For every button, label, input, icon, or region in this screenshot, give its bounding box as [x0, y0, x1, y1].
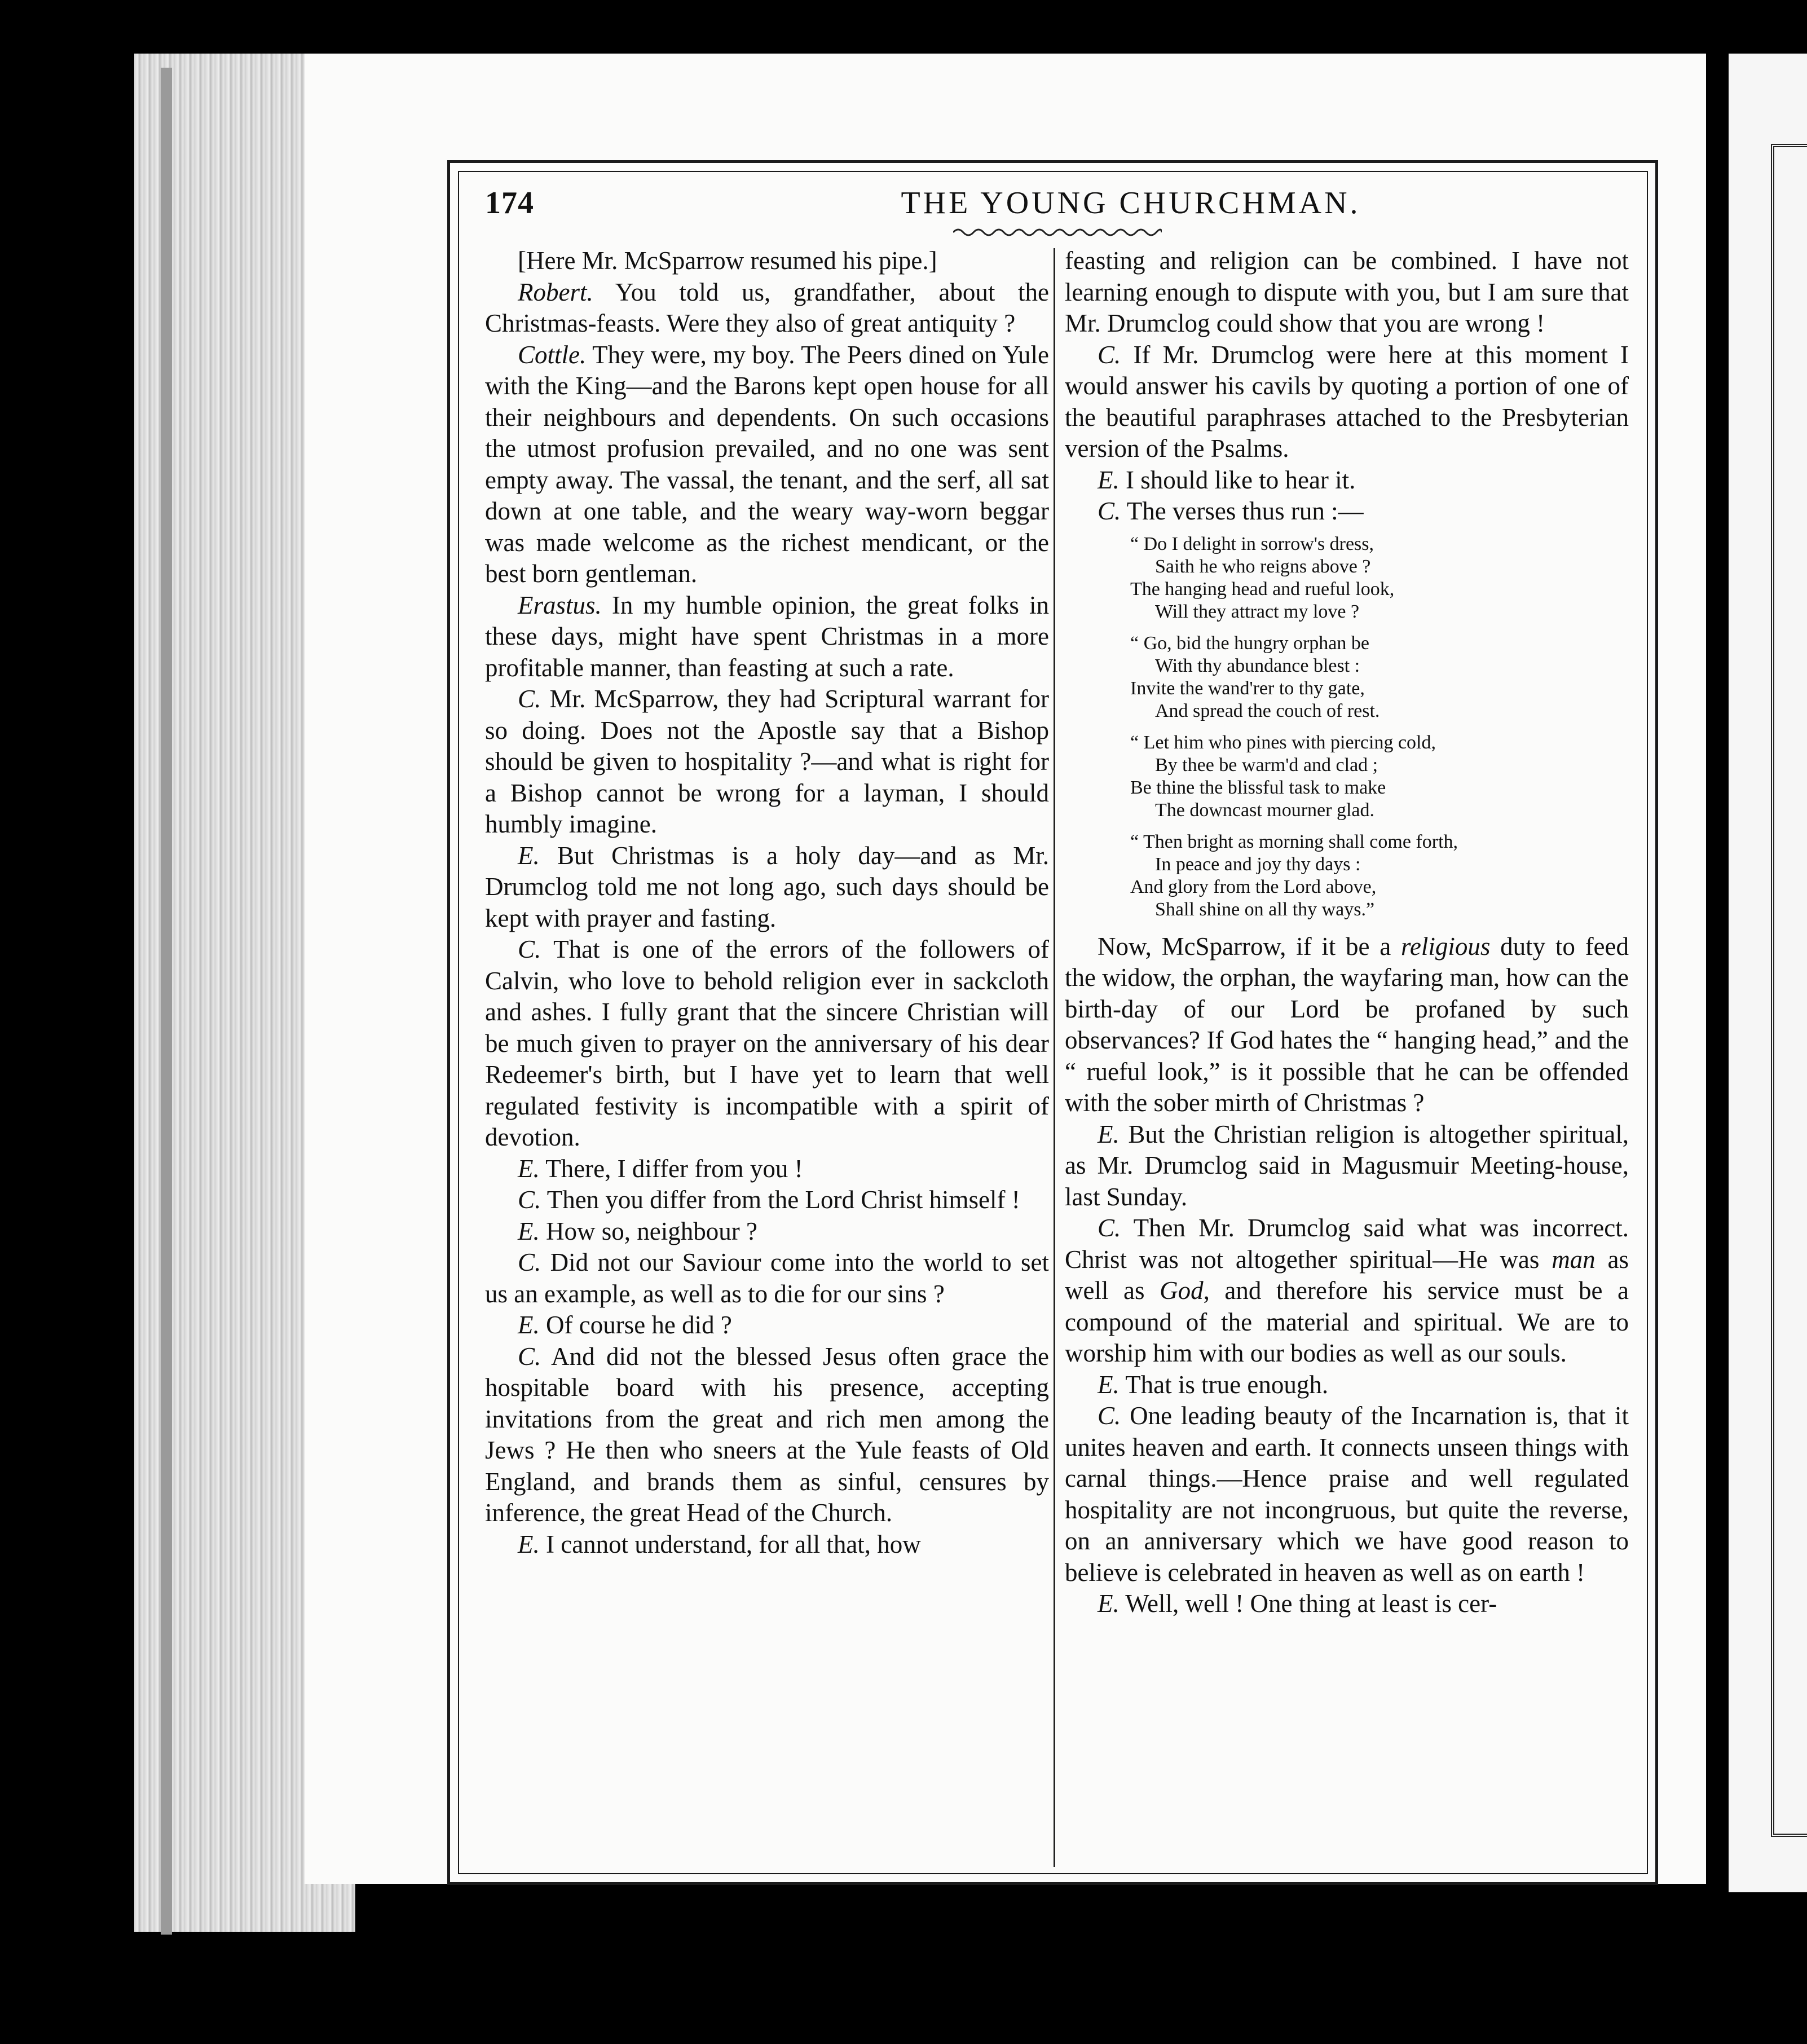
page-gutter-shadow [161, 68, 172, 1935]
poem-line: Saith he who reigns above ? [1155, 556, 1371, 577]
poem-line: Shall shine on all thy ways.” [1155, 898, 1375, 920]
speaker: C. [518, 1248, 541, 1276]
paragraph: E. That is true enough. [1098, 1370, 1329, 1399]
speaker: Cottle. [518, 340, 587, 369]
poem [1130, 533, 1629, 921]
poem-stanza [1130, 632, 1629, 723]
running-head [485, 185, 1624, 230]
speaker: C. [518, 935, 541, 963]
speaker: E. [1098, 1589, 1120, 1618]
wavy-ornament [953, 226, 1162, 239]
poem-stanza [1130, 533, 1629, 623]
paragraph: C. The verses thus run :— [1098, 497, 1364, 525]
speaker: Robert. [518, 277, 593, 306]
speaker: C. [1098, 497, 1121, 525]
paragraph: E. But Christmas is a holy day—and as Mr. Drumclog told me not long ago, such days should be kept with prayer and fasting. [485, 841, 1050, 932]
speaker: E. [1098, 465, 1120, 494]
facing-page-frame [1771, 144, 1807, 1837]
poem-line: By thee be warm'd and clad ; [1155, 754, 1378, 776]
speaker: E. [1098, 1370, 1120, 1399]
paragraph: E. Well, well ! One thing at least is cer- [1098, 1589, 1497, 1618]
paragraph: C. Then you differ from the Lord Christ himself ! [518, 1186, 1020, 1214]
poem-line: Be thine the blissful task to make [1130, 777, 1386, 798]
paragraph: C. Did not our Saviour come into the world to set us an example, as well as to die for our sins ? [485, 1248, 1049, 1308]
speaker: E. [518, 1217, 540, 1245]
poem-line: And spread the couch of rest. [1155, 700, 1380, 721]
journal-title: THE YOUNG CHURCHMAN. [901, 186, 1361, 221]
left-column [485, 245, 1049, 1560]
poem-line: The hanging head and rueful look, [1130, 578, 1395, 600]
paragraph: E. I should like to hear it. [1098, 465, 1356, 494]
paragraph: C. Mr. McSparrow, they had Scriptural warrant for so doing. Does not the Apostle say that a Bishop should be given to hospitality ?—and what is right for a Bishop cannot be wrong for a layman, I should humbly imagine. [485, 685, 1049, 838]
poem-line: Invite the wand'rer to thy gate, [1130, 677, 1365, 699]
speaker: C. [1098, 1402, 1121, 1430]
poem-line: And glory from the Lord above, [1130, 876, 1377, 897]
poem-line: “ Do I delight in sorrow's dress, [1130, 533, 1374, 554]
speaker: C. [518, 685, 541, 713]
poem-line: “ Go, bid the hungry orphan be [1130, 632, 1369, 654]
poem-line: “ Let him who pines with piercing cold, [1130, 732, 1436, 753]
speaker: E. [518, 1154, 540, 1183]
poem-line: With thy abundance blest : [1155, 655, 1360, 676]
paragraph: E. But the Christian religion is altogether spiritual, as Mr. Drumclog said in Magusmuir Meeting-house, last Sunday. [1065, 1120, 1629, 1211]
speaker: C. [518, 1342, 541, 1371]
paragraph: E. Of course he did ? [518, 1311, 732, 1339]
poem-line: Will they attract my love ? [1155, 601, 1360, 622]
paragraph: feasting and religion can be combined. I have not learning enough to dispute with you, but I am sure that Mr. Drumclog could show that you are wrong ! [1065, 246, 1629, 337]
speaker: E. [1098, 1120, 1120, 1148]
paragraph: Cottle. They were, my boy. The Peers dined on Yule with the King—and the Barons kept open house for all their neighbours and dependents. On such occasions the utmost profusion prevailed, and no one was sent empty away. The vassal, the tenant, and the serf, all sat down at one table, and the weary way-worn beggar was made welcome as the richest mendicant, or the best born gentleman. [485, 340, 1049, 588]
paragraph: C. Then Mr. Drumclog said what was incorrect. Christ was not altogether spiritual—He was man as well as God, and therefore his service must be a compound of the material and spiritual. We are to worship him with our bodies as well as our souls. [1065, 1214, 1629, 1367]
paragraph: Robert. You told us, grandfather, about the Christmas-feasts. Were they also of great antiquity ? [485, 277, 1049, 337]
paragraph: [Here Mr. McSparrow resumed his pipe.] [518, 246, 937, 275]
poem-line: “ Then bright as morning shall come forth, [1130, 831, 1458, 852]
speaker: Erastus. [518, 591, 602, 619]
page-number: 174 [485, 186, 534, 221]
speaker: E. [518, 841, 540, 870]
speaker: C. [518, 1186, 541, 1214]
paragraph: Erastus. In my humble opinion, the great folks in these days, might have spent Christmas in a more profitable manner, than feasting at such a rate. [485, 591, 1049, 682]
paragraph: C. And did not the blessed Jesus often grace the hospitable board with his presence, accepting invitations from the great and rich men among the Jews ? He then who sneers at the Yule feasts of Old England, and brands them as sinful, censures by inference, the great Head of the Church. [485, 1342, 1049, 1527]
poem-stanza [1130, 831, 1629, 921]
paragraph: C. If Mr. Drumclog were here at this moment I would answer his cavils by quoting a portion of one of the beautiful paraphrases attached to the Presbyterian version of the Psalms. [1065, 340, 1629, 462]
speaker: C. [1098, 340, 1121, 369]
speaker: E. [518, 1530, 540, 1558]
poem-stanza [1130, 732, 1629, 822]
right-column [1065, 245, 1629, 1620]
paragraph: E. I cannot understand, for all that, how [518, 1530, 921, 1558]
speaker: C. [1098, 1214, 1121, 1242]
paragraph: Now, McSparrow, if it be a religious duty to feed the widow, the orphan, the wayfaring man, how can the birth-day of our Lord be profaned by such observances? If God hates the “ hanging head,” and the “ rueful look,” is it possible that he can be offended with the sober mirth of Christmas ? [1065, 932, 1629, 1117]
poem-line: In peace and joy thy days : [1155, 853, 1361, 875]
paragraph: E. There, I differ from you ! [518, 1154, 803, 1183]
speaker: E. [518, 1311, 540, 1339]
column-rule [1054, 248, 1055, 1867]
paragraph: C. One leading beauty of the Incarnation is, that it unites heaven and earth. It connects unseen things with carnal things.—Hence praise and well regulated hospitality are not incongruous, but quite the reverse, on an anniversary which we have good reason to believe is celebrated in heaven as well as on earth ! [1065, 1402, 1629, 1587]
paragraph: C. That is one of the errors of the followers of Calvin, who love to behold religion ever in sackcloth and ashes. I fully grant that the sincere Christian will be much given to prayer on the anniversary of his dear Redeemer's birth, but I have yet to learn that well regulated festivity is incompatible with a spirit of devotion. [485, 935, 1050, 1151]
poem-line: The downcast mourner glad. [1155, 799, 1374, 821]
paragraph: E. How so, neighbour ? [518, 1217, 757, 1245]
